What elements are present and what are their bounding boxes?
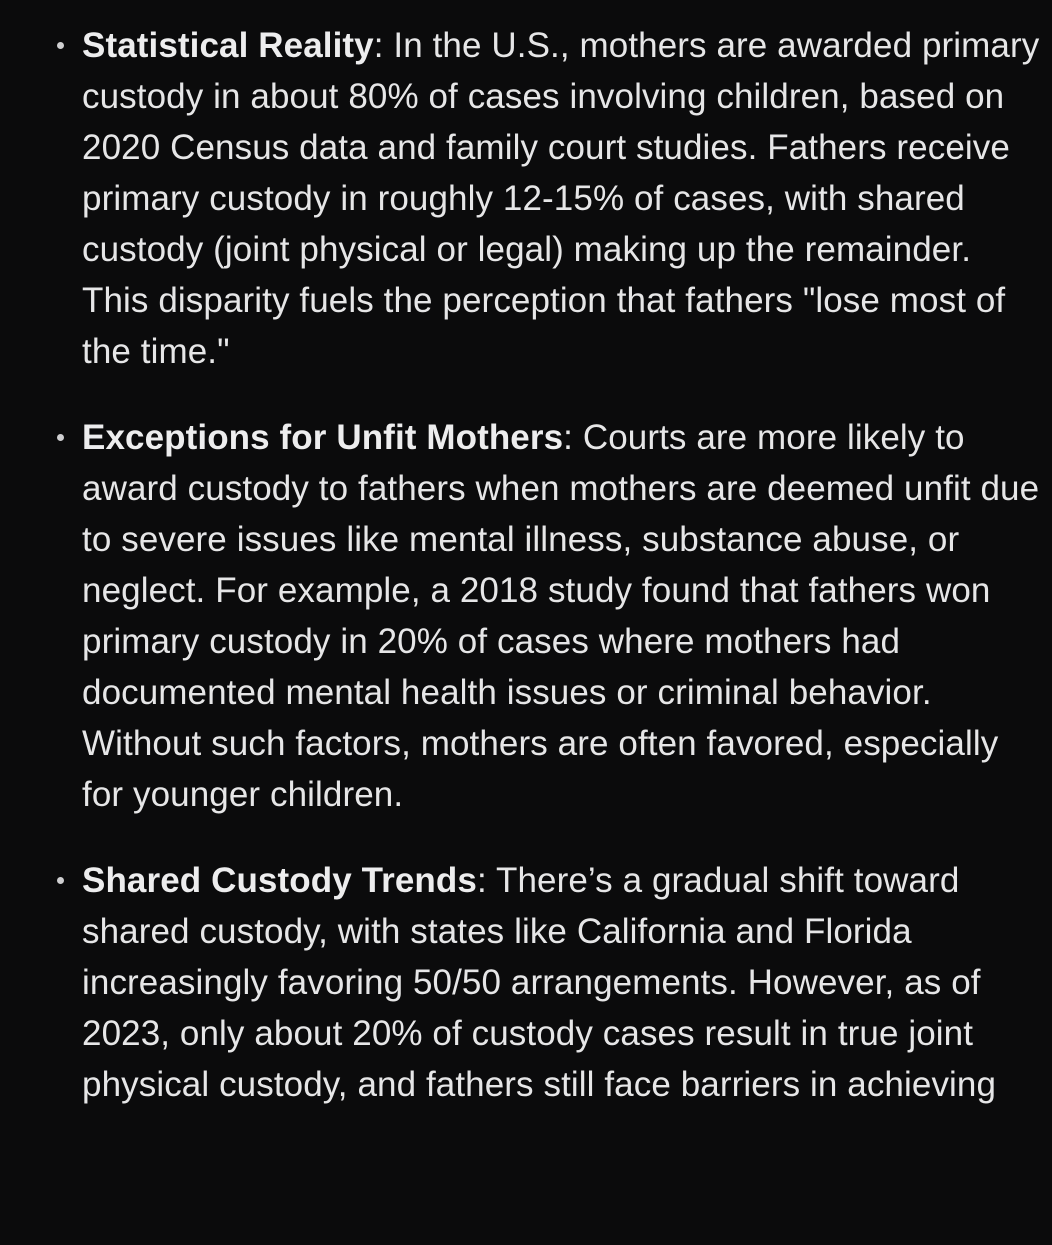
bullet-list bbox=[0, 20, 1052, 1110]
list-item bbox=[0, 855, 1052, 1110]
bullet-dot-icon bbox=[57, 42, 64, 49]
bullet-term: Shared Custody Trends bbox=[82, 861, 477, 900]
bullet-term: Exceptions for Unfit Mothers bbox=[82, 418, 564, 457]
bullet-dot-icon bbox=[57, 877, 64, 884]
bullet-term: Statistical Reality bbox=[82, 26, 374, 65]
bullet-text: : Courts are more likely to award custody to fathers when mothers are deemed unfit due to severe issues like mental illness, substance abuse, or neglect. For example, a 2018 study found that fathers won primary custody in 20% of cases where mothers had documented mental health issues or criminal behavior. Without such factors, mothers are often favored, especially for younger children. bbox=[82, 418, 1040, 814]
bullet-text: : In the U.S., mothers are awarded primary custody in about 80% of cases involving children, based on 2020 Census data and family court studies. Fathers receive primary custody in roughly 12-15% of cases, with shared custody (joint physical or legal) making up the remainder. This disparity fuels the perception that fathers "lose most of the time." bbox=[82, 26, 1040, 371]
list-item bbox=[0, 20, 1052, 377]
bullet-dot-icon bbox=[57, 434, 64, 441]
bullet-text: : There’s a gradual shift toward shared custody, with states like California and Florida increasingly favoring 50/50 arrangements. However, as of 2023, only about 20% of custody cases result in true joint physical custody, and fathers still face barriers in achieving bbox=[82, 861, 997, 1104]
list-item bbox=[0, 412, 1052, 820]
message-content bbox=[0, 20, 1052, 1145]
